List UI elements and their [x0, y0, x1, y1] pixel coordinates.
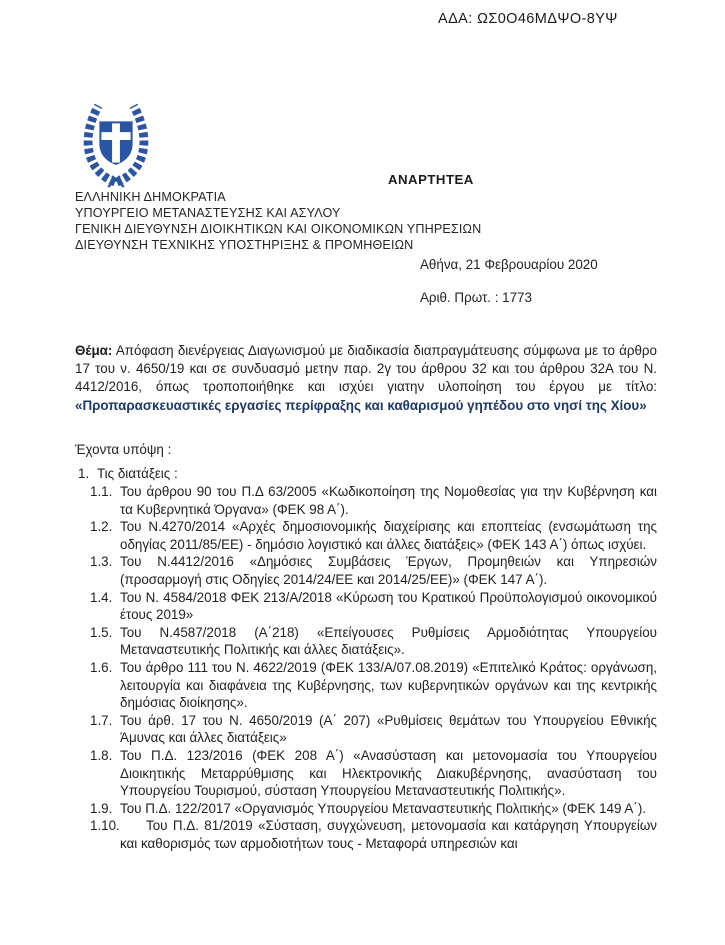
list-item-number: 1.8. [90, 747, 113, 763]
list-item [75, 624, 657, 659]
list-item-number: 1.9. [90, 800, 113, 816]
list-item-text: Του Ν.4412/2016 «Δημόσιες Συμβάσεις Έργων, Προμηθειών και Υπηρεσιών (προσαρμογή στις Οδηγίες 2014/24/ΕΕ και 2014/25/ΕΕ)» (ΦΕΚ 147 Α΄). [120, 554, 657, 587]
subject-paragraph [75, 342, 657, 415]
document-body [75, 342, 657, 852]
list-item-text: Του Π.Δ. 122/2017 «Οργανισμός Υπουργείου Μεταναστευτικής Πολιτικής» (ΦΕΚ 149 Α΄). [120, 800, 646, 816]
list-item [75, 659, 657, 712]
subject-label: Θέμα: [75, 343, 113, 358]
list-item-number: 1.3. [90, 554, 113, 570]
list-item-text: Του Ν.4270/2014 «Αρχές δημοσιονομικής διαχείρισης και εποπτείας (ενσωμάτωση της οδηγίας 2011/85/ΕΕ) - δημόσιο λογιστικό και άλλες διατάξεις» (ΦΕΚ 143 Α΄) όπως ισχύει. [120, 519, 657, 552]
list-item [75, 747, 657, 800]
letterhead [75, 189, 481, 253]
list-item-text: Του Π.Δ. 81/2019 «Σύσταση, συγχώνευση, μετονομασία και κατάργηση Υπουργείων και καθορισμός των αρμοδιοτήτων τους - Μεταφορά υπηρεσιών και [120, 818, 657, 851]
list-item-number: 1.4. [90, 589, 113, 605]
list-item [75, 817, 657, 852]
list-item-number: 1.10. [90, 818, 120, 834]
list-item [75, 553, 657, 588]
posting-label: ΑΝΑΡΤΗΤΕΑ [388, 172, 474, 187]
greek-national-emblem-icon [72, 90, 160, 188]
date-line: Αθήνα, 21 Φεβρουαρίου 2020 [420, 257, 598, 272]
list-item-text: Του άρθρου 90 του Π.Δ 63/2005 «Κωδικοποίηση της Νομοθεσίας για την Κυβέρνηση και τα Κυβερνητικά Όργανα» (ΦΕΚ 98 Α΄). [120, 484, 657, 517]
having-regard-text: Έχοντα υπόψη : [75, 441, 172, 457]
list-item-number: 1.2. [90, 519, 113, 535]
list-item-number: 1.5. [90, 624, 113, 640]
letterhead-line-directorate: ΔΙΕΥΘΥΝΣΗ ΤΕΧΝΙΚΗΣ ΥΠΟΣΤΗΡΙΞΗΣ & ΠΡΟΜΗΘΕΙΩΝ [75, 238, 414, 252]
list-item-text: Του Π.Δ. 123/2016 (ΦΕΚ 208 Α΄) «Ανασύσταση και μετονομασία του Υπουργείου Διοικητικής Μεταρρύθμισης και Ηλεκτρονικής Διακυβέρνησης, ανασύσταση του Υπουργείου Τουρισμού, σύσταση Υπουργείου Μεταναστευτικής Πολιτικής». [120, 747, 657, 799]
letterhead-line-republic: ΕΛΛΗΝΙΚΗ ΔΗΜΟΚΡΑΤΙΑ [75, 190, 226, 204]
list-item [75, 483, 657, 518]
list-item-number: 1.6. [90, 659, 113, 675]
list-item [75, 800, 657, 818]
ada-code: ΑΔΑ: ΩΣ0Ο46ΜΔΨΟ-8ΥΨ [438, 11, 618, 27]
list-intro-text: Τις διατάξεις : [97, 466, 178, 482]
letterhead-line-general-directorate: ΓΕΝΙΚΗ ΔΙΕΥΘΥΝΣΗ ΔΙΟΙΚΗΤΙΚΩΝ ΚΑΙ ΟΙΚΟΝΟΜΙΚΩΝ ΥΠΗΡΕΣΙΩΝ [75, 222, 482, 236]
letterhead-line-ministry: ΥΠΟΥΡΓΕΙΟ ΜΕΤΑΝΑΣΤΕΥΣΗΣ ΚΑΙ ΑΣΥΛΟΥ [75, 206, 341, 220]
subject-text: Απόφαση διενέργειας Διαγωνισμού με διαδικασία διαπραγμάτευσης σύμφωνα με το άρθρο 17 του ν. 4650/19 και σε συνδυασμό μετην παρ. 2γ του άρθρου 32 και του άρθρου 32Α του Ν. 4412/2016, όπως τροποποιήθηκε και ισχύει γιατην υλοποίηση του έργου με τίτλο: [75, 343, 657, 395]
list-item-text: Του άρθρο 111 του Ν. 4622/2019 (ΦΕΚ 133/Α/07.08.2019) «Επιτελικό Κράτος: οργάνωση, λειτουργία και διαφάνεια της Κυβέρνησης, των κυβερνητικών οργάνων και της κεντρικής δημόσιας διοίκησης». [120, 659, 657, 711]
list-item [75, 589, 657, 624]
list-item-text: Του Ν. 4584/2018 ΦΕΚ 213/Α/2018 «Κύρωση του Κρατικού Προϋπολογισμού οικονομικού έτους 2019» [120, 589, 657, 623]
list-item [75, 518, 657, 553]
list-intro-number: 1. [78, 466, 90, 482]
list-item-number: 1.1. [90, 484, 113, 500]
list-item-number: 1.7. [90, 712, 113, 728]
protocol-number: Αριθ. Πρωτ. : 1773 [420, 290, 532, 305]
list-item-text: Του Ν.4587/2018 (Α΄218) «Επείγουσες Ρυθμίσεις Αρμοδιότητας Υπουργείου Μεταναστευτικής Πολιτικής και άλλες διατάξεις». [120, 624, 657, 658]
list-item [75, 712, 657, 747]
list-intro [75, 465, 657, 483]
emblem-svg [72, 90, 160, 188]
project-title: «Προπαρασκευαστικές εργασίες περίφραξης και καθαρισμού γηπέδου στο νησί της Χίου» [75, 397, 647, 413]
list-item-text: Του άρθ. 17 του Ν. 4650/2019 (Α΄ 207) «Ρυθμίσεις θεμάτων του Υπουργείου Εθνικής Άμυνας και άλλες διατάξεις» [120, 712, 657, 746]
